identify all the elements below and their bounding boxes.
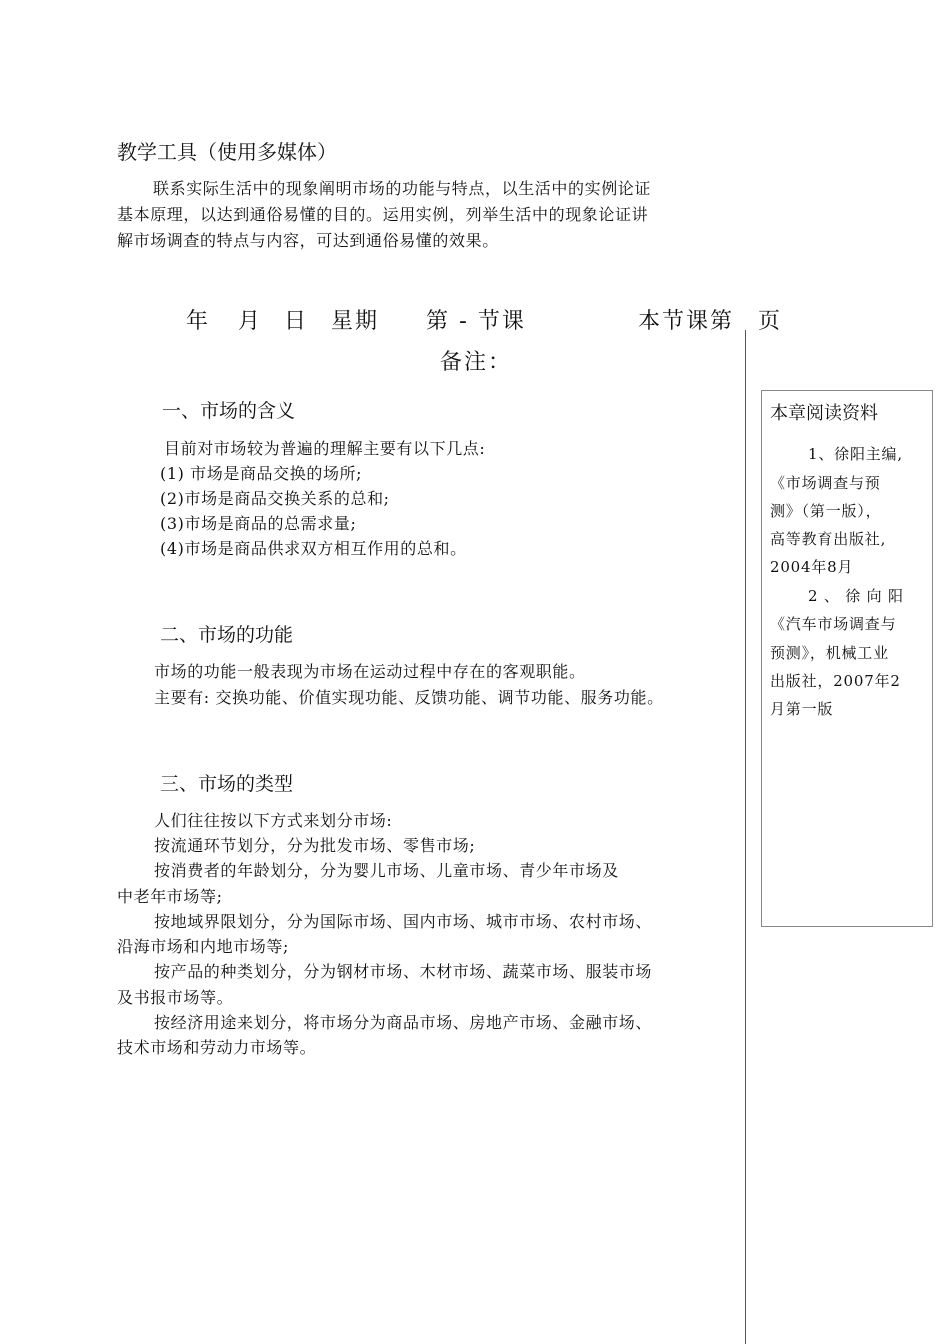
- page-suffix-label: 页: [758, 309, 783, 334]
- reading-materials-box: [761, 390, 933, 927]
- section-1-line-5: (4)市场是商品供求双方相互作用的总和。: [160, 539, 467, 558]
- teaching-tools-heading: 教学工具（使用多媒体）: [117, 140, 337, 164]
- section-3-line-6: 沿海市场和内地市场等;: [117, 937, 289, 956]
- section-3-line-10: 技术市场和劳动力市场等。: [117, 1038, 317, 1057]
- reading-line-10: 月第一版: [770, 700, 834, 718]
- remark-label: 备注：: [440, 350, 513, 375]
- date-year-label: 年: [186, 309, 211, 334]
- section-3-line-7: 按产品的种类划分，分为钢材市场、木材市场、蔬菜市场、服装市场: [154, 962, 653, 981]
- reading-line-4: 高等教育出版社,: [770, 530, 887, 548]
- reading-line-3: 测》（第一版），: [770, 502, 882, 520]
- column-divider: [745, 330, 746, 1344]
- section-3-line-9: 按经济用途来划分，将市场分为商品市场、房地产市场、金融市场、: [154, 1013, 653, 1032]
- reading-materials-title: 本章阅读资料: [770, 403, 878, 424]
- section-1-line-4: (3)市场是商品的总需求量;: [160, 514, 357, 533]
- reading-line-5: 2004年8月: [770, 558, 854, 576]
- section-2-line-2: 主要有: 交换功能、价值实现功能、反馈功能、调节功能、服务功能。: [154, 688, 664, 707]
- intro-line-2: 基本原理，以达到通俗易懂的目的。运用实例，列举生活中的现象论证讲: [117, 205, 649, 224]
- section-1-title: 一、市场的含义: [162, 400, 296, 422]
- reading-line-1: 1、徐阳主编,: [808, 445, 903, 463]
- reading-line-9: 出版社，2007年2: [770, 672, 901, 690]
- section-2-title: 二、市场的功能: [160, 624, 294, 646]
- section-3-title: 三、市场的类型: [160, 773, 294, 795]
- reading-line-8: 预测》，机械工业: [770, 644, 889, 662]
- session-label: 第 - 节课: [426, 309, 526, 334]
- section-3-line-1: 人们往往按以下方式来划分市场:: [154, 811, 393, 830]
- intro-line-1: 联系实际生活中的现象阐明市场的功能与特点，以生活中的实例论证: [153, 179, 652, 198]
- reading-line-2: 《市场调查与预: [770, 474, 881, 492]
- date-day-label: 日: [284, 309, 309, 334]
- page-label: 本节课第: [638, 309, 735, 334]
- date-month-label: 月: [238, 309, 263, 334]
- reading-line-6: 2 、 徐 向 阳: [808, 587, 904, 605]
- reading-line-7: 《汽车市场调查与: [770, 615, 897, 633]
- section-3-line-8: 及书报市场等。: [117, 988, 234, 1007]
- section-3-line-2: 按流通环节划分，分为批发市场、零售市场;: [154, 836, 476, 855]
- section-1-line-3: (2)市场是商品交换关系的总和;: [160, 489, 390, 508]
- section-1-line-1: 目前对市场较为普遍的理解主要有以下几点:: [164, 439, 486, 458]
- weekday-label: 星期: [331, 309, 380, 334]
- section-2-line-1: 市场的功能一般表现为市场在运动过程中存在的客观职能。: [154, 662, 586, 681]
- section-1-line-2: (1) 市场是商品交换的场所;: [160, 464, 363, 483]
- section-3-line-3: 按消费者的年龄划分，分为婴儿市场、儿童市场、青少年市场及: [154, 861, 619, 880]
- section-3-line-5: 按地域界限划分，分为国际市场、国内市场、城市市场、农村市场、: [154, 912, 653, 931]
- intro-line-3: 解市场调查的特点与内容，可达到通俗易懂的效果。: [117, 231, 499, 250]
- section-3-line-4: 中老年市场等;: [117, 887, 223, 906]
